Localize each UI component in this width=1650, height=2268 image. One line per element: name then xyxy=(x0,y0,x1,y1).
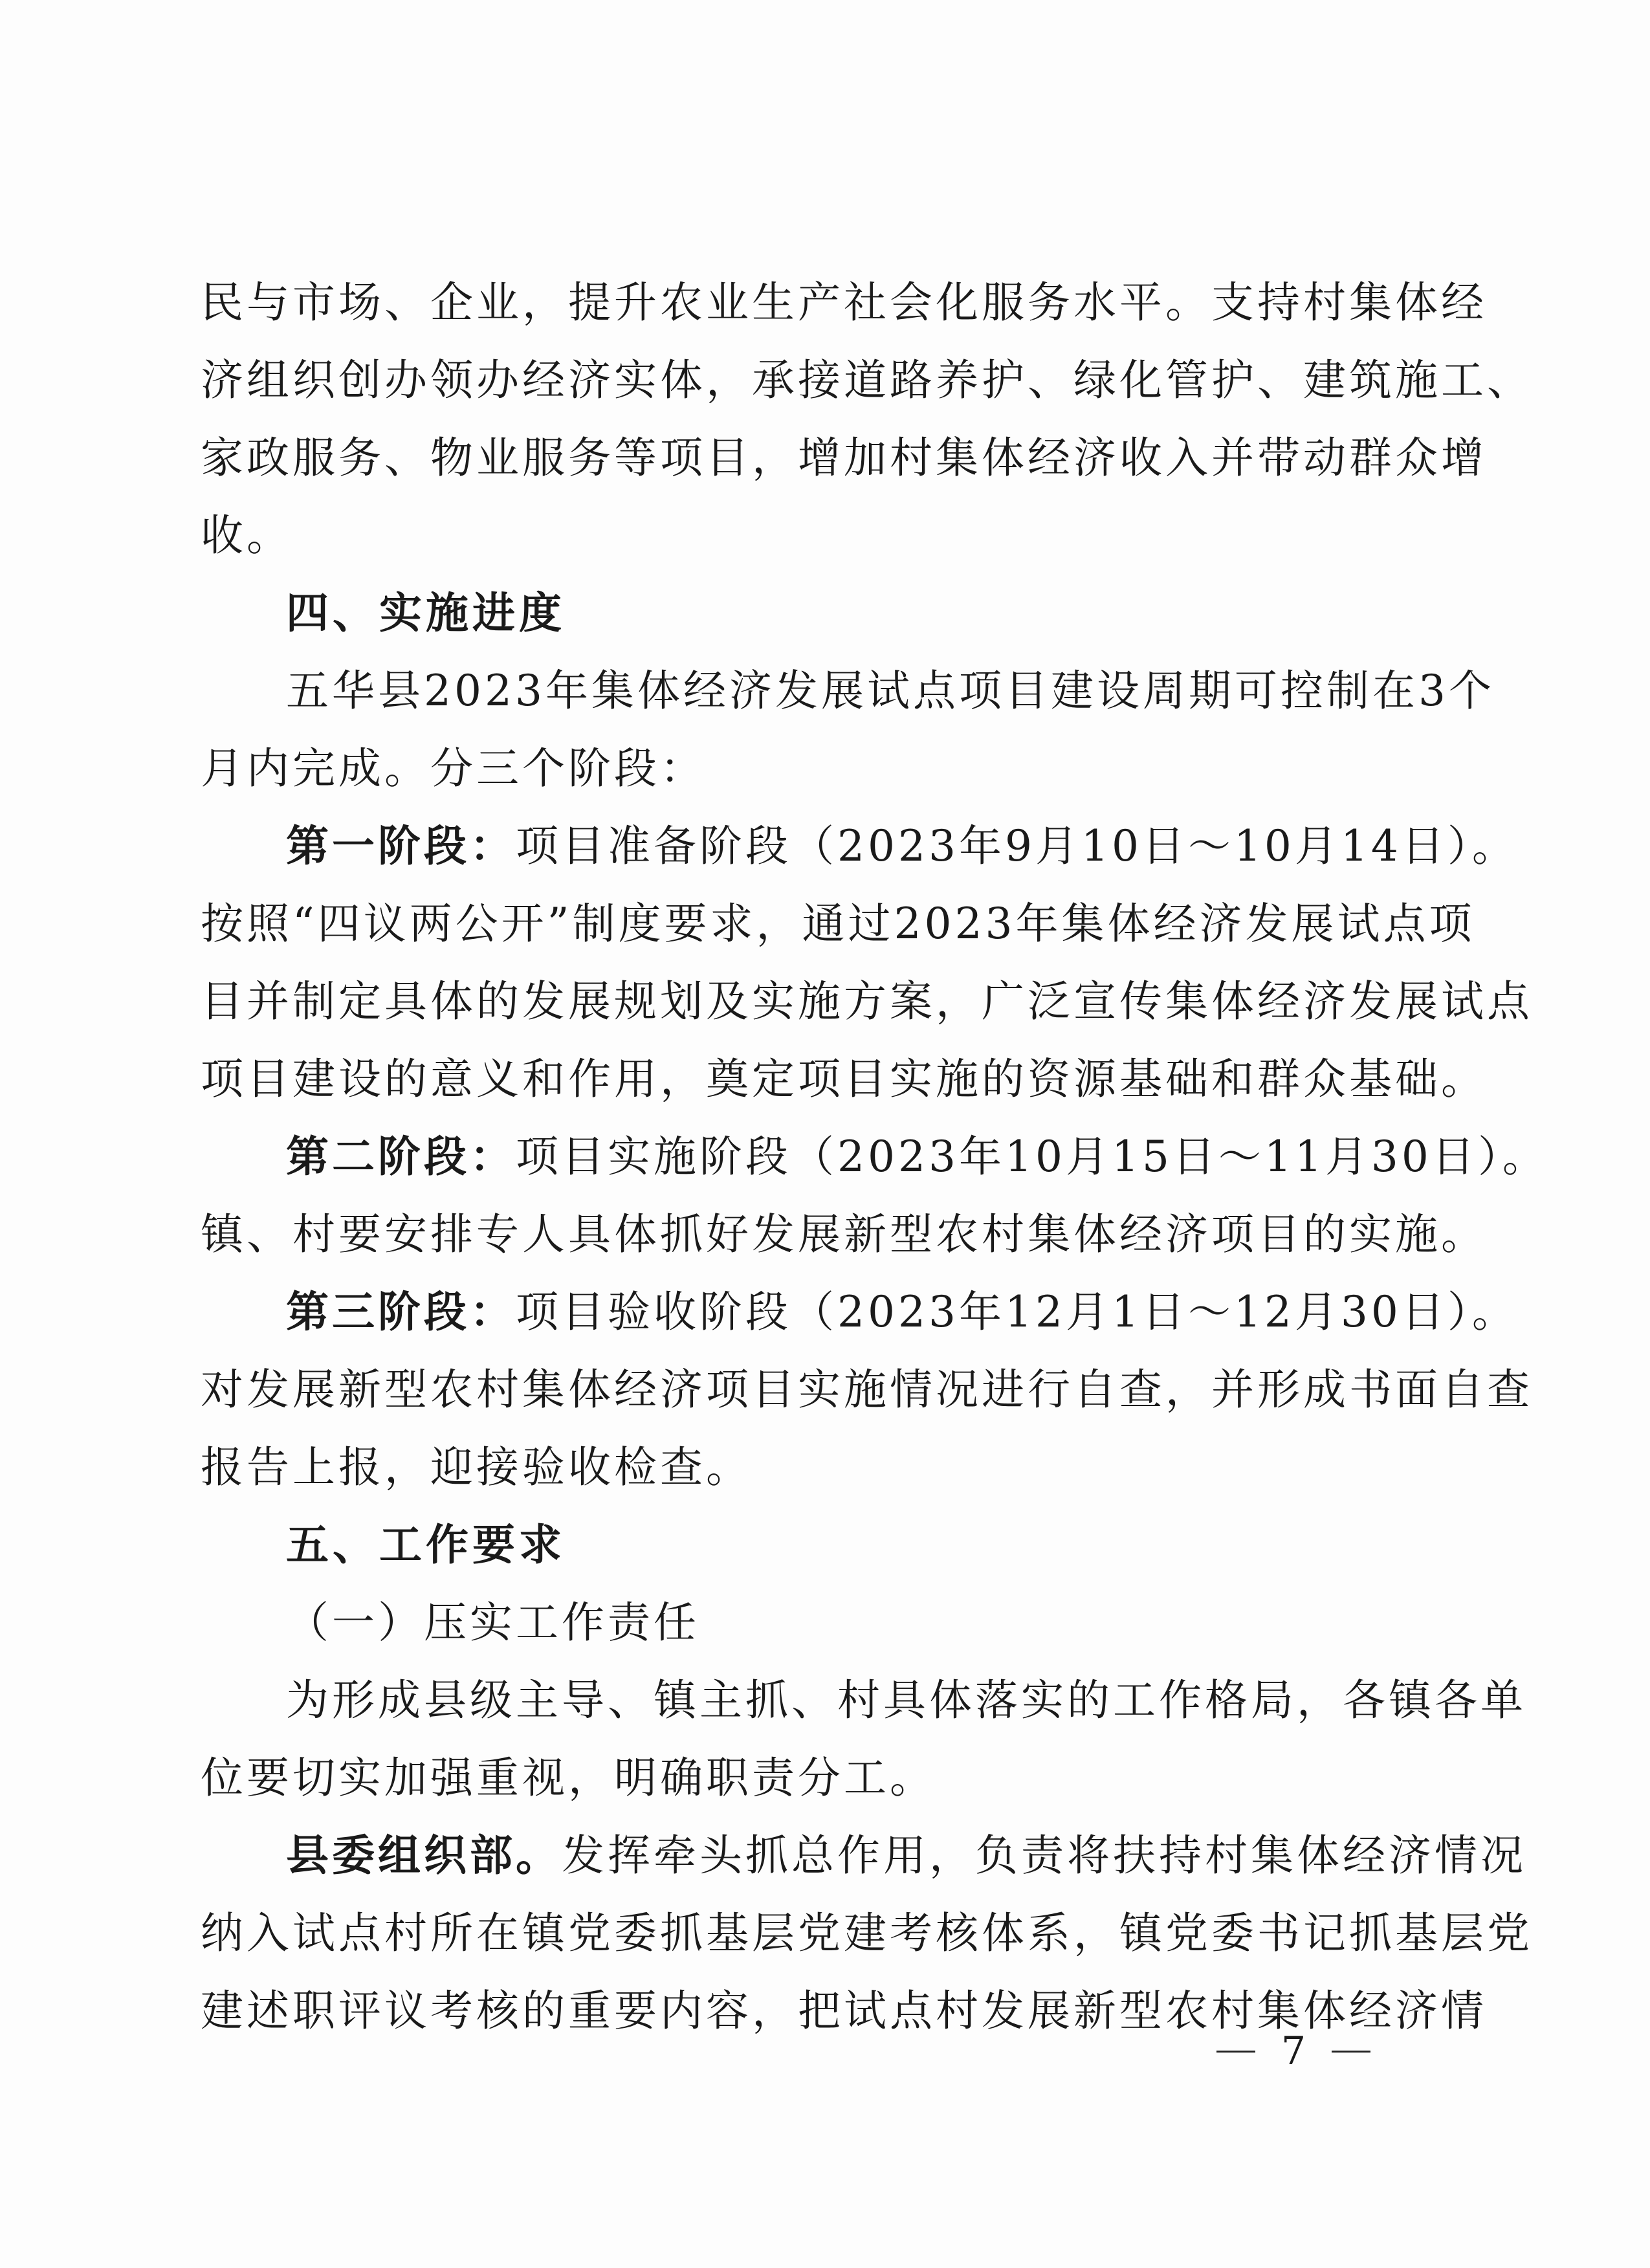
text-line: 收。 xyxy=(201,511,292,560)
stage2-label: 第二阶段： xyxy=(286,1132,516,1182)
text-line: 对发展新型农村集体经济项目实施情况进行自查，并形成书面自查 xyxy=(201,1365,1533,1415)
text-line: 报告上报，迎接验收检查。 xyxy=(201,1442,752,1492)
stage2-line xyxy=(201,1118,1548,1196)
page-footer xyxy=(1216,2025,1411,2077)
section-heading-4: 四、实施进度 xyxy=(286,588,566,638)
stage1-line xyxy=(201,808,1518,885)
stage2-dates: 项目实施阶段（2023年10月15日～11月30日）。 xyxy=(516,1132,1548,1182)
stage3-line xyxy=(201,1273,1518,1351)
text-line: 为形成县级主导、镇主抓、村具体落实的工作格局，各镇各单 xyxy=(286,1675,1526,1725)
text-line: 月内完成。分三个阶段： xyxy=(201,743,706,793)
stage1-dates: 项目准备阶段（2023年9月10日～10月14日）。 xyxy=(516,821,1518,871)
text-line: 目并制定具体的发展规划及实施方案，广泛宣传集体经济发展试点 xyxy=(201,976,1533,1026)
subsection-heading: （一）压实工作责任 xyxy=(286,1598,699,1647)
text-line: 五华县2023年集体经济发展试点项目建设周期可控制在3个 xyxy=(286,666,1495,716)
text-line: 镇、村要安排专人具体抓好发展新型农村集体经济项目的实施。 xyxy=(201,1209,1487,1259)
stage1-label: 第一阶段： xyxy=(286,821,516,871)
text-line: 济组织创办领办经济实体，承接道路养护、绿化管护、建筑施工、 xyxy=(201,355,1533,405)
page-number: 7 xyxy=(1281,2029,1306,2074)
stage3-dates: 项目验收阶段（2023年12月1日～12月30日）。 xyxy=(516,1287,1518,1337)
dept-label: 县委组织部。 xyxy=(286,1831,562,1880)
text-line: 民与市场、企业，提升农业生产社会化服务水平。支持村集体经 xyxy=(201,278,1487,327)
footer-dash-left xyxy=(1216,2051,1255,2053)
dept-line xyxy=(201,1817,1526,1895)
text-line: 按照“四议两公开”制度要求，通过2023年集体经济发展试点项 xyxy=(201,899,1475,949)
text-line: 位要切实加强重视，明确职责分工。 xyxy=(201,1753,936,1803)
body-text xyxy=(201,264,1548,2050)
text-line: 纳入试点村所在镇党委抓基层党建考核体系，镇党委书记抓基层党 xyxy=(201,1908,1533,1958)
text-line: 家政服务、物业服务等项目，增加村集体经济收入并带动群众增 xyxy=(201,433,1487,483)
stage3-label: 第三阶段： xyxy=(286,1287,516,1337)
section-heading-5: 五、工作要求 xyxy=(286,1520,566,1570)
dept-text: 发挥牵头抓总作用，负责将扶持村集体经济情况 xyxy=(562,1831,1526,1880)
footer-dash-right xyxy=(1332,2051,1370,2053)
text-line: 建述职评议考核的重要内容，把试点村发展新型农村集体经济情 xyxy=(201,1986,1487,2036)
text-line: 项目建设的意义和作用，奠定项目实施的资源基础和群众基础。 xyxy=(201,1054,1487,1104)
